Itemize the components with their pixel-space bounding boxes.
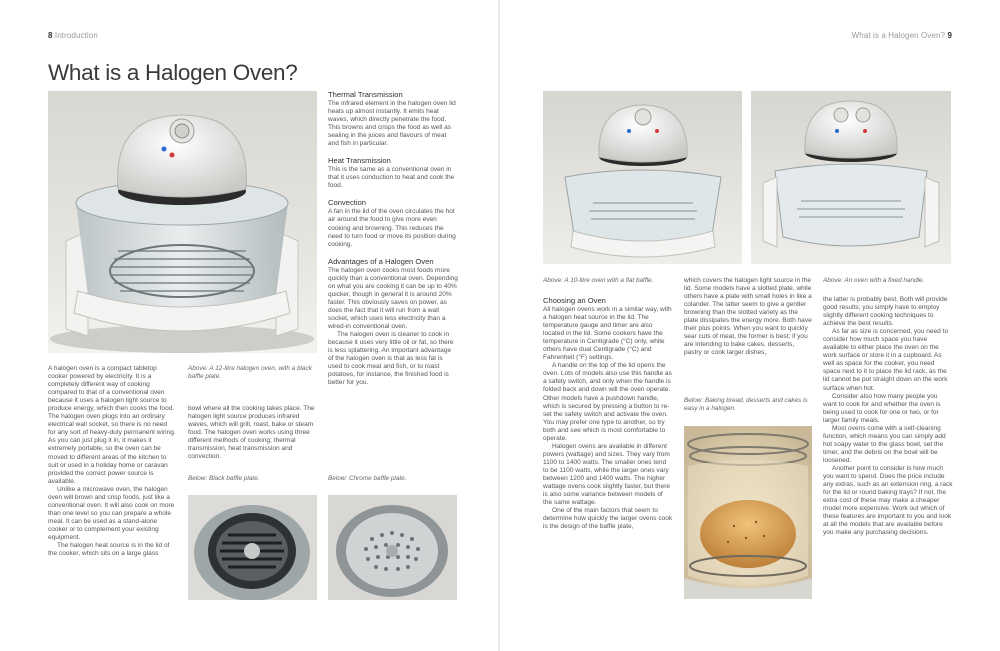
paragraph: bowl where all the cooking takes place. The halogen light source produces infrared waves, which will grill, roast, bake or steam food. The halogen oven works using three different methods of cooking; thermal transmission, heat transmission and convection. [188,405,315,461]
right-page [500,0,1000,651]
left-col-1 [48,365,176,558]
paragraph: This is the same as a conventional oven in that it uses conduction to heat and cook the food. [328,166,455,190]
caption-flat-baffle: Above: A 10-litre oven with a flat baffle. [543,277,654,284]
paragraph: A handle on the top of the lid opens the oven. Lots of models also use this handle as a safety switch, and only when the handle is folded back and down will the oven operate. Other models have a pushdown handle, which is secured by pressing a button to re-set the safety switch and activate the oven. You may prefer one type to another, so try both and see which is most comfortable to operate. [543,362,672,442]
paragraph: A halogen oven is a compact tabletop cooker powered by electricity. It is a completely different way of cooking compared to that of a conventional oven because it uses a halogen light source to produce energy, which then cooks the food. The halogen oven plugs into an ordinary electrical wall socket, so there is no need for any sort of heavy-duty permanent wiring. As you can just plug it in, it makes it extremely portable, so the oven can be moved to different areas of the kitchen to suit or used in a holiday home or caravan provided the correct power source is available. [48,365,176,485]
paragraph: Unlike a microwave oven, the halogen oven will brown and crisp foods, just like a conventional oven. It will also cook on more than one level so you can prepare a whole meal. It can be used as a stand-alone cooker or to complement your existing equipment. [48,485,175,541]
paragraph: Another point to consider is how much you want to spend. Does the price include any extras, such as an extension ring, a rack for the lid or round baking trays? If not, the extra cost of these may make a cheaper model more expensive. Work out which of these features are important to you and look at all the models that are available before you make any purchasing decisions. [823,464,953,537]
left-col-2 [188,405,316,461]
paragraph: All halogen ovens work in a similar way, with a halogen heat source in the lid. The temperature gauge and timer are also located in the lid. Some cookers have the temperature in Centigrade (°C) only, while others have dual Centigrade (°C) and Fahrenheit (°F) settings. [543,306,672,362]
left-col-3 [328,90,458,387]
caption-chrome-baffle: Below: Chrome baffle plate. [328,475,407,482]
fixed-handle-oven-photo [751,91,951,264]
heading-thermal: Thermal Transmission [328,90,403,99]
caption-main-oven: Above: A 12-litre halogen oven, with a black baffle plate. [188,365,312,380]
heading-choosing: Choosing an Oven [543,296,606,305]
paragraph: which covers the halogen light source in the lid. Some models have a slotted plate, while others have a plate with small holes in like a colander. The latter seem to give a gentler browning than the slotted variety as the plate dissipates the energy more. Both have their plus points. When you want to quickly sear cuts of meat, the former is best; if you are intending to bake cakes, desserts, pastry or cook larger dishes, [684,277,812,357]
paragraph: The infrared element in the halogen oven lid heats up almost instantly. It emits heat waves, which directly penetrate the food. This browns and crisps the food as well as sealing in the juices and flavours of meat and fish in particular. [328,100,456,148]
heading-heat: Heat Transmission [328,156,391,166]
running-head-right: What is a Halogen Oven? 9 [851,31,952,40]
paragraph: Halogen ovens are available in different powers (wattage) and sizes. They vary from 1100 to 1400 watts. The smaller ones tend to be 1100 watts, while the larger ones vary between 1200 and 1400 watts. The higher wattage ovens cook slightly faster, but there is also some variance between models of the same wattage. [543,442,671,507]
paragraph: Consider also how many people you want to cook for and whether the oven is being used to cook for one or two, or for larger family meals. [823,392,941,424]
caption-black-baffle: Below: Black baffle plate. [188,475,260,482]
main-oven-photo [48,91,317,353]
heading-convection: Convection [328,198,366,208]
paragraph: The halogen oven cooks most foods more quickly than a conventional oven. Depending on what you are cooking it can be up to 40% quicker, though in general it is around 20% faster. This obviously saves on power, as does the fact that it will run from a wall socket, which uses less electricity than a wired-in conventional oven. [328,266,458,330]
heading-advantages: Advantages of a Halogen Oven [328,256,434,266]
page-title: What is a Halogen Oven? [48,60,298,85]
right-col-3 [823,296,953,537]
baking-bread-photo [684,426,812,599]
caption-baking: Below: Baking bread, desserts and cakes is easy in a halogen. [684,397,808,412]
paragraph: As far as size is concerned, you need to consider how much space you have available to either place the oven on the work surface or store it in a cupboard. As well as space for the cooker, you need space next to it to place the lid rack, as the lid cannot be put straight down on the work surface when hot. [823,328,949,392]
black-baffle-photo [188,495,317,600]
chrome-baffle-photo [328,495,457,600]
paragraph: The halogen heat source is in the lid of the cooker, which sits on a large glass [48,542,170,558]
paragraph: the latter is probably best. Both will provide good results; you simply have to employ slightly different cooking techniques to achieve the best results. [823,296,948,328]
right-col-1 [543,296,673,531]
flat-baffle-oven-photo [543,91,742,264]
paragraph: The halogen oven is cleaner to cook in because it uses very little oil or fat, so there is less splattering. An important advantage of the halogen oven is that as less fat is used to cook meat and fish, or to roast potatoes, for instance, the finished food is better for you. [328,331,454,387]
paragraph: Most ovens come with a self-cleaning function, which means you can simply add hot soapy water to the glass bowl, set the timer, and the debris on the bowl will be loosened. [823,424,946,464]
right-col-2 [684,277,812,357]
caption-fixed-handle: Above: An oven with a fixed handle. [823,277,925,284]
paragraph: A fan in the lid of the oven circulates the hot air around the food to give more even cooking and browning. This reduces the need to turn food or move its position during cooking. [328,208,456,248]
paragraph: One of the main factors that seem to determine how quickly the larger ovens cook is the design of the baffle plate, [543,507,673,531]
running-head-left: 8 Introduction [48,31,98,40]
